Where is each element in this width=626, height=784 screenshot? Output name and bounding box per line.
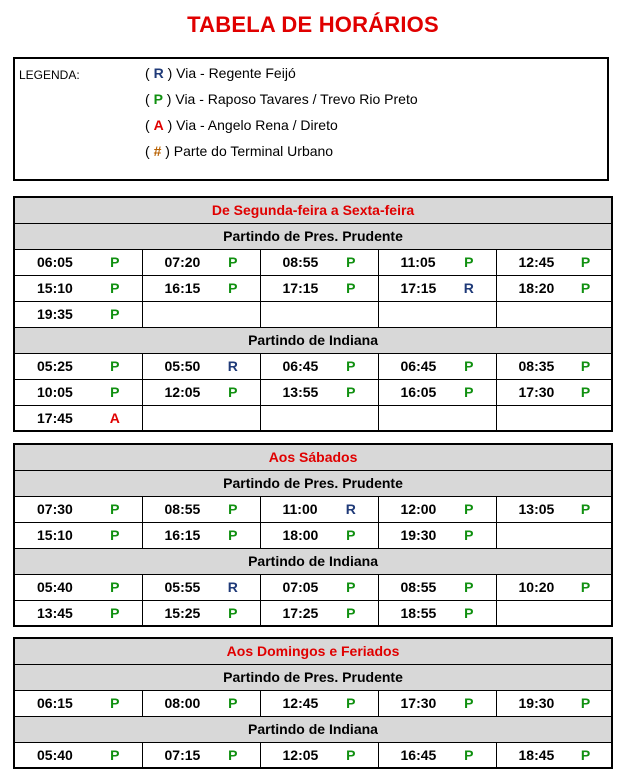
departure-time: 06:15	[14, 690, 88, 716]
departure-time: 13:55	[260, 379, 324, 405]
route-code	[442, 301, 496, 327]
table-row	[14, 600, 612, 626]
departure-time: 08:55	[142, 496, 206, 522]
route-code: P	[442, 690, 496, 716]
route-code: P	[324, 600, 378, 626]
departure-time: 19:30	[378, 522, 442, 548]
route-code: P	[206, 249, 260, 275]
route-code: P	[88, 690, 142, 716]
departure-time	[378, 405, 442, 431]
table-row	[14, 522, 612, 548]
departure-time: 07:30	[14, 496, 88, 522]
departure-time: 18:45	[496, 742, 560, 768]
route-code: P	[442, 249, 496, 275]
departure-time	[260, 405, 324, 431]
schedule-table	[13, 637, 613, 769]
departure-time: 17:30	[496, 379, 560, 405]
legend-box	[13, 57, 609, 181]
departure-time: 13:05	[496, 496, 560, 522]
route-code: P	[324, 275, 378, 301]
table-row	[14, 496, 612, 522]
route-code: P	[324, 249, 378, 275]
departure-time	[496, 405, 560, 431]
departure-time: 08:55	[378, 574, 442, 600]
route-code: A	[88, 405, 142, 431]
table-row	[14, 379, 612, 405]
departure-time: 05:40	[14, 574, 88, 600]
route-code: P	[442, 496, 496, 522]
departure-time: 08:55	[260, 249, 324, 275]
route-code: P	[560, 249, 612, 275]
route-code: P	[88, 600, 142, 626]
table-row	[14, 742, 612, 768]
route-code: P	[560, 353, 612, 379]
route-code: P	[442, 379, 496, 405]
route-code: P	[324, 690, 378, 716]
legend-item-hash: ( # ) Parte do Terminal Urbano	[145, 143, 334, 159]
section-title: Aos Domingos e Feriados	[14, 638, 612, 664]
departure-time: 18:00	[260, 522, 324, 548]
table-row	[14, 275, 612, 301]
route-code: P	[88, 249, 142, 275]
departure-time: 11:00	[260, 496, 324, 522]
group-title: Partindo de Indiana	[14, 327, 612, 353]
departure-time: 07:05	[260, 574, 324, 600]
departure-time: 08:35	[496, 353, 560, 379]
route-code: P	[442, 742, 496, 768]
route-code	[560, 600, 612, 626]
route-code	[560, 301, 612, 327]
departure-time: 19:35	[14, 301, 88, 327]
route-code: P	[206, 379, 260, 405]
route-code	[206, 405, 260, 431]
route-code: P	[324, 574, 378, 600]
departure-time: 18:20	[496, 275, 560, 301]
route-code: P	[88, 379, 142, 405]
route-code: P	[560, 379, 612, 405]
departure-time: 10:20	[496, 574, 560, 600]
departure-time: 17:15	[260, 275, 324, 301]
legend-item-a: ( A ) Via - Angelo Rena / Direto	[145, 117, 338, 133]
route-code	[324, 405, 378, 431]
route-code: P	[442, 600, 496, 626]
table-row	[14, 301, 612, 327]
departure-time: 05:55	[142, 574, 206, 600]
route-code: P	[560, 690, 612, 716]
departure-time	[260, 301, 324, 327]
route-code: P	[560, 496, 612, 522]
route-code: P	[324, 522, 378, 548]
departure-time: 07:20	[142, 249, 206, 275]
group-title: Partindo de Indiana	[14, 716, 612, 742]
route-code: R	[324, 496, 378, 522]
departure-time: 11:05	[378, 249, 442, 275]
departure-time: 12:05	[260, 742, 324, 768]
departure-time: 17:25	[260, 600, 324, 626]
section-title: Aos Sábados	[14, 444, 612, 470]
table-row	[14, 690, 612, 716]
departure-time: 18:55	[378, 600, 442, 626]
legend-item-r: ( R ) Via - Regente Feijó	[145, 65, 296, 81]
departure-time	[142, 405, 206, 431]
route-code: P	[88, 353, 142, 379]
route-code	[324, 301, 378, 327]
departure-time: 13:45	[14, 600, 88, 626]
route-code: P	[88, 574, 142, 600]
departure-time: 07:15	[142, 742, 206, 768]
route-code: R	[206, 574, 260, 600]
route-code	[206, 301, 260, 327]
departure-time: 05:50	[142, 353, 206, 379]
table-row	[14, 405, 612, 431]
route-code: P	[560, 574, 612, 600]
route-code: P	[206, 522, 260, 548]
departure-time: 17:45	[14, 405, 88, 431]
route-code: P	[206, 690, 260, 716]
legend-label: LEGENDA:	[19, 68, 80, 82]
departure-time: 12:45	[260, 690, 324, 716]
route-code: P	[88, 496, 142, 522]
route-code: P	[324, 379, 378, 405]
route-code: R	[206, 353, 260, 379]
departure-time: 19:30	[496, 690, 560, 716]
legend-item-p: ( P ) Via - Raposo Tavares / Trevo Rio Preto	[145, 91, 418, 107]
departure-time: 16:15	[142, 522, 206, 548]
departure-time: 05:25	[14, 353, 88, 379]
route-code: P	[88, 742, 142, 768]
table-row	[14, 249, 612, 275]
route-code: P	[88, 522, 142, 548]
departure-time: 12:00	[378, 496, 442, 522]
departure-time: 15:10	[14, 275, 88, 301]
route-code: P	[442, 574, 496, 600]
route-code	[442, 405, 496, 431]
schedule-table	[13, 196, 613, 432]
departure-time: 10:05	[14, 379, 88, 405]
group-title: Partindo de Pres. Prudente	[14, 223, 612, 249]
departure-time	[378, 301, 442, 327]
departure-time	[496, 522, 560, 548]
section-title: De Segunda-feira a Sexta-feira	[14, 197, 612, 223]
departure-time: 17:30	[378, 690, 442, 716]
route-code: P	[206, 275, 260, 301]
route-code: P	[206, 742, 260, 768]
departure-time: 06:45	[260, 353, 324, 379]
group-title: Partindo de Indiana	[14, 548, 612, 574]
departure-time	[496, 600, 560, 626]
departure-time	[142, 301, 206, 327]
group-title: Partindo de Pres. Prudente	[14, 664, 612, 690]
departure-time: 16:45	[378, 742, 442, 768]
table-row	[14, 353, 612, 379]
departure-time: 12:05	[142, 379, 206, 405]
departure-time: 15:10	[14, 522, 88, 548]
departure-time: 12:45	[496, 249, 560, 275]
departure-time	[496, 301, 560, 327]
route-code: P	[324, 353, 378, 379]
route-code: R	[442, 275, 496, 301]
group-title: Partindo de Pres. Prudente	[14, 470, 612, 496]
route-code: P	[324, 742, 378, 768]
departure-time: 15:25	[142, 600, 206, 626]
route-code: P	[206, 496, 260, 522]
table-row	[14, 574, 612, 600]
route-code: P	[88, 275, 142, 301]
page-title: TABELA DE HORÁRIOS	[187, 12, 439, 37]
departure-time: 06:45	[378, 353, 442, 379]
departure-time: 16:15	[142, 275, 206, 301]
departure-time: 17:15	[378, 275, 442, 301]
route-code: P	[442, 353, 496, 379]
route-code: P	[560, 742, 612, 768]
route-code: P	[442, 522, 496, 548]
departure-time: 05:40	[14, 742, 88, 768]
departure-time: 06:05	[14, 249, 88, 275]
route-code	[560, 522, 612, 548]
schedule-table	[13, 443, 613, 627]
route-code	[560, 405, 612, 431]
route-code: P	[206, 600, 260, 626]
departure-time: 08:00	[142, 690, 206, 716]
route-code: P	[560, 275, 612, 301]
route-code: P	[88, 301, 142, 327]
departure-time: 16:05	[378, 379, 442, 405]
